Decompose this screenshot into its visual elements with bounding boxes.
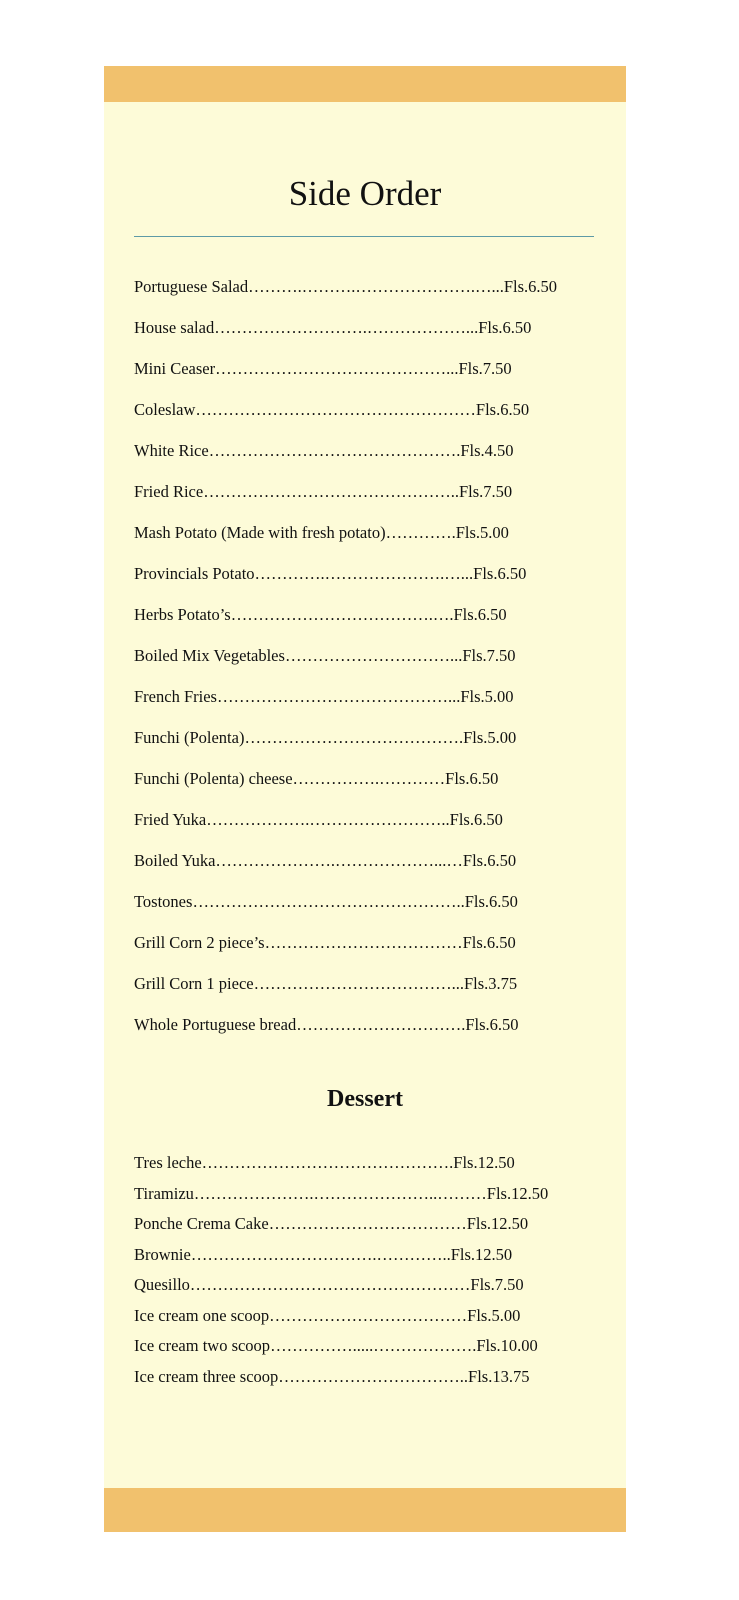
item-name: Mini Ceaser [134,359,216,378]
menu-item [134,1301,548,1332]
menu-item [134,799,557,840]
menu-item [134,1240,548,1271]
dot-leader: ………….………………….…... [254,564,474,583]
side-order-title: Side Order [288,174,442,213]
menu-item [134,922,557,963]
item-price: Fls.7.50 [458,482,513,501]
item-name: Herbs Potato’s [134,605,231,624]
menu-item [134,840,557,881]
item-name: Tiramizu [134,1183,194,1203]
item-name: Funchi (Polenta) [134,728,245,747]
dot-leader: ……………………………… [264,933,463,952]
menu-item [134,594,557,635]
dot-leader: ……………………….………………... [214,318,479,337]
menu-card [104,66,626,1532]
menu-item [134,963,557,1004]
menu-item [134,1004,557,1045]
item-price: Fls.5.00 [467,1305,521,1325]
menu-item [134,348,557,389]
dot-leader: ………………….………………...… [215,851,463,870]
menu-item [134,717,557,758]
side-order-list [134,266,557,1045]
item-name: Tres leche [134,1153,202,1172]
item-name: House salad [134,318,215,337]
dot-leader: ……………………………………….. [203,482,459,501]
item-name: French Fries [134,687,217,706]
item-price: Fls.12.50 [466,1214,529,1233]
item-name: Boiled Yuka [134,851,216,870]
menu-item [134,1209,548,1240]
item-name: Fried Yuka [134,810,207,829]
dot-leader: ……………………………………... [215,359,459,378]
dot-leader: ………………………………………. [201,1153,454,1172]
menu-item [134,1179,548,1210]
item-price: Fls.5.00 [460,687,514,706]
menu-item [134,881,557,922]
menu-item [134,553,557,594]
item-name: White Rice [134,441,209,460]
menu-item [134,266,557,307]
item-name: Quesillo [134,1275,190,1294]
item-name: Ice cream two scoop [134,1336,271,1355]
menu-item [134,1362,548,1393]
menu-item [134,635,557,676]
item-price: Fls.6.50 [465,1015,519,1034]
dot-leader: …………………………….………….. [190,1244,451,1264]
dot-leader: …………………………………………… [189,1275,471,1294]
dot-leader: ………………………………………. [208,441,461,460]
item-price: Fls.12.50 [450,1244,513,1264]
menu-item [134,430,557,471]
dot-leader: ………………………………... [253,974,464,993]
item-price: Fls.6.50 [503,277,558,296]
menu-item [134,389,557,430]
item-price: Fls.6.50 [462,851,517,870]
dot-leader: ……….……….………………….…... [248,277,504,296]
item-price: Fls.7.50 [462,646,516,665]
dot-leader: ……………….…………………….. [206,810,450,829]
item-price: Fls.6.50 [462,933,516,952]
item-price: Fls.6.50 [445,769,499,788]
menu-item [134,1148,548,1179]
dot-leader: ……………………………… [269,1305,468,1325]
item-price: Fls.6.50 [473,564,527,583]
item-name: Ice cream one scoop [134,1305,270,1325]
dot-leader: …………………………….. [278,1366,469,1386]
item-price: Fls.6.50 [449,810,503,829]
item-price: Fls.6.50 [478,318,532,337]
item-price: Fls.12.50 [486,1183,549,1203]
dot-leader: ……………………………… [268,1214,467,1233]
dot-leader: …………………………... [284,646,463,665]
menu-item [134,471,557,512]
menu-item [134,1331,548,1362]
menu-item [134,676,557,717]
item-name: Grill Corn 2 piece’s [134,933,265,952]
menu-item [134,307,557,348]
item-name: Whole Portuguese bread [134,1015,297,1034]
item-price: Fls.5.00 [455,523,509,542]
item-price: Fls.6.50 [464,892,518,911]
item-name: Fried Rice [134,482,204,501]
menu-item [134,758,557,799]
item-price: Fls.3.75 [463,974,518,993]
dot-leader: ………………….…………………..……… [193,1183,487,1203]
dot-leader: …………………………………. [244,728,464,747]
dessert-heading: Dessert [327,1086,403,1112]
bottom-decorative-band [104,1488,626,1532]
menu-item [134,512,557,553]
item-price: Fls.7.50 [470,1275,524,1294]
item-name: Funchi (Polenta) cheese [134,769,293,788]
dot-leader: …………………………………………… [195,400,476,419]
menu-item [134,1270,548,1301]
item-name: Portuguese Salad [134,277,249,296]
item-price: Fls.4.50 [460,441,514,460]
dot-leader: …………….………… [292,769,446,788]
item-price: Fls.7.50 [458,359,512,378]
dot-leader: ……………………………………... [216,687,461,706]
dot-leader: ………………………………………….. [192,892,465,911]
item-name: Coleslaw [134,400,196,419]
dessert-list [134,1148,548,1392]
top-decorative-band [104,66,626,102]
dot-leader: …………….....………………. [270,1336,477,1355]
title-divider [134,236,594,237]
item-price: Fls.13.75 [468,1366,530,1386]
item-name: Provincials Potato [134,564,255,583]
dot-leader: …………. [385,523,456,542]
item-name: Boiled Mix Vegetables [134,646,285,665]
item-price: Fls.12.50 [453,1153,515,1172]
item-price: Fls.6.50 [475,400,530,419]
item-price: Fls.6.50 [453,605,507,624]
dot-leader: ……………………………….…. [230,605,454,624]
item-price: Fls.10.00 [476,1336,538,1355]
item-price: Fls.5.00 [463,728,517,747]
item-name: Ponche Crema Cake [134,1214,269,1233]
item-name: Tostones [134,892,193,911]
item-name: Mash Potato (Made with fresh potato) [134,523,386,542]
dot-leader: …………………………. [296,1015,466,1034]
item-name: Ice cream three scoop [134,1366,279,1386]
item-name: Grill Corn 1 piece [134,974,254,993]
item-name: Brownie [134,1244,191,1264]
